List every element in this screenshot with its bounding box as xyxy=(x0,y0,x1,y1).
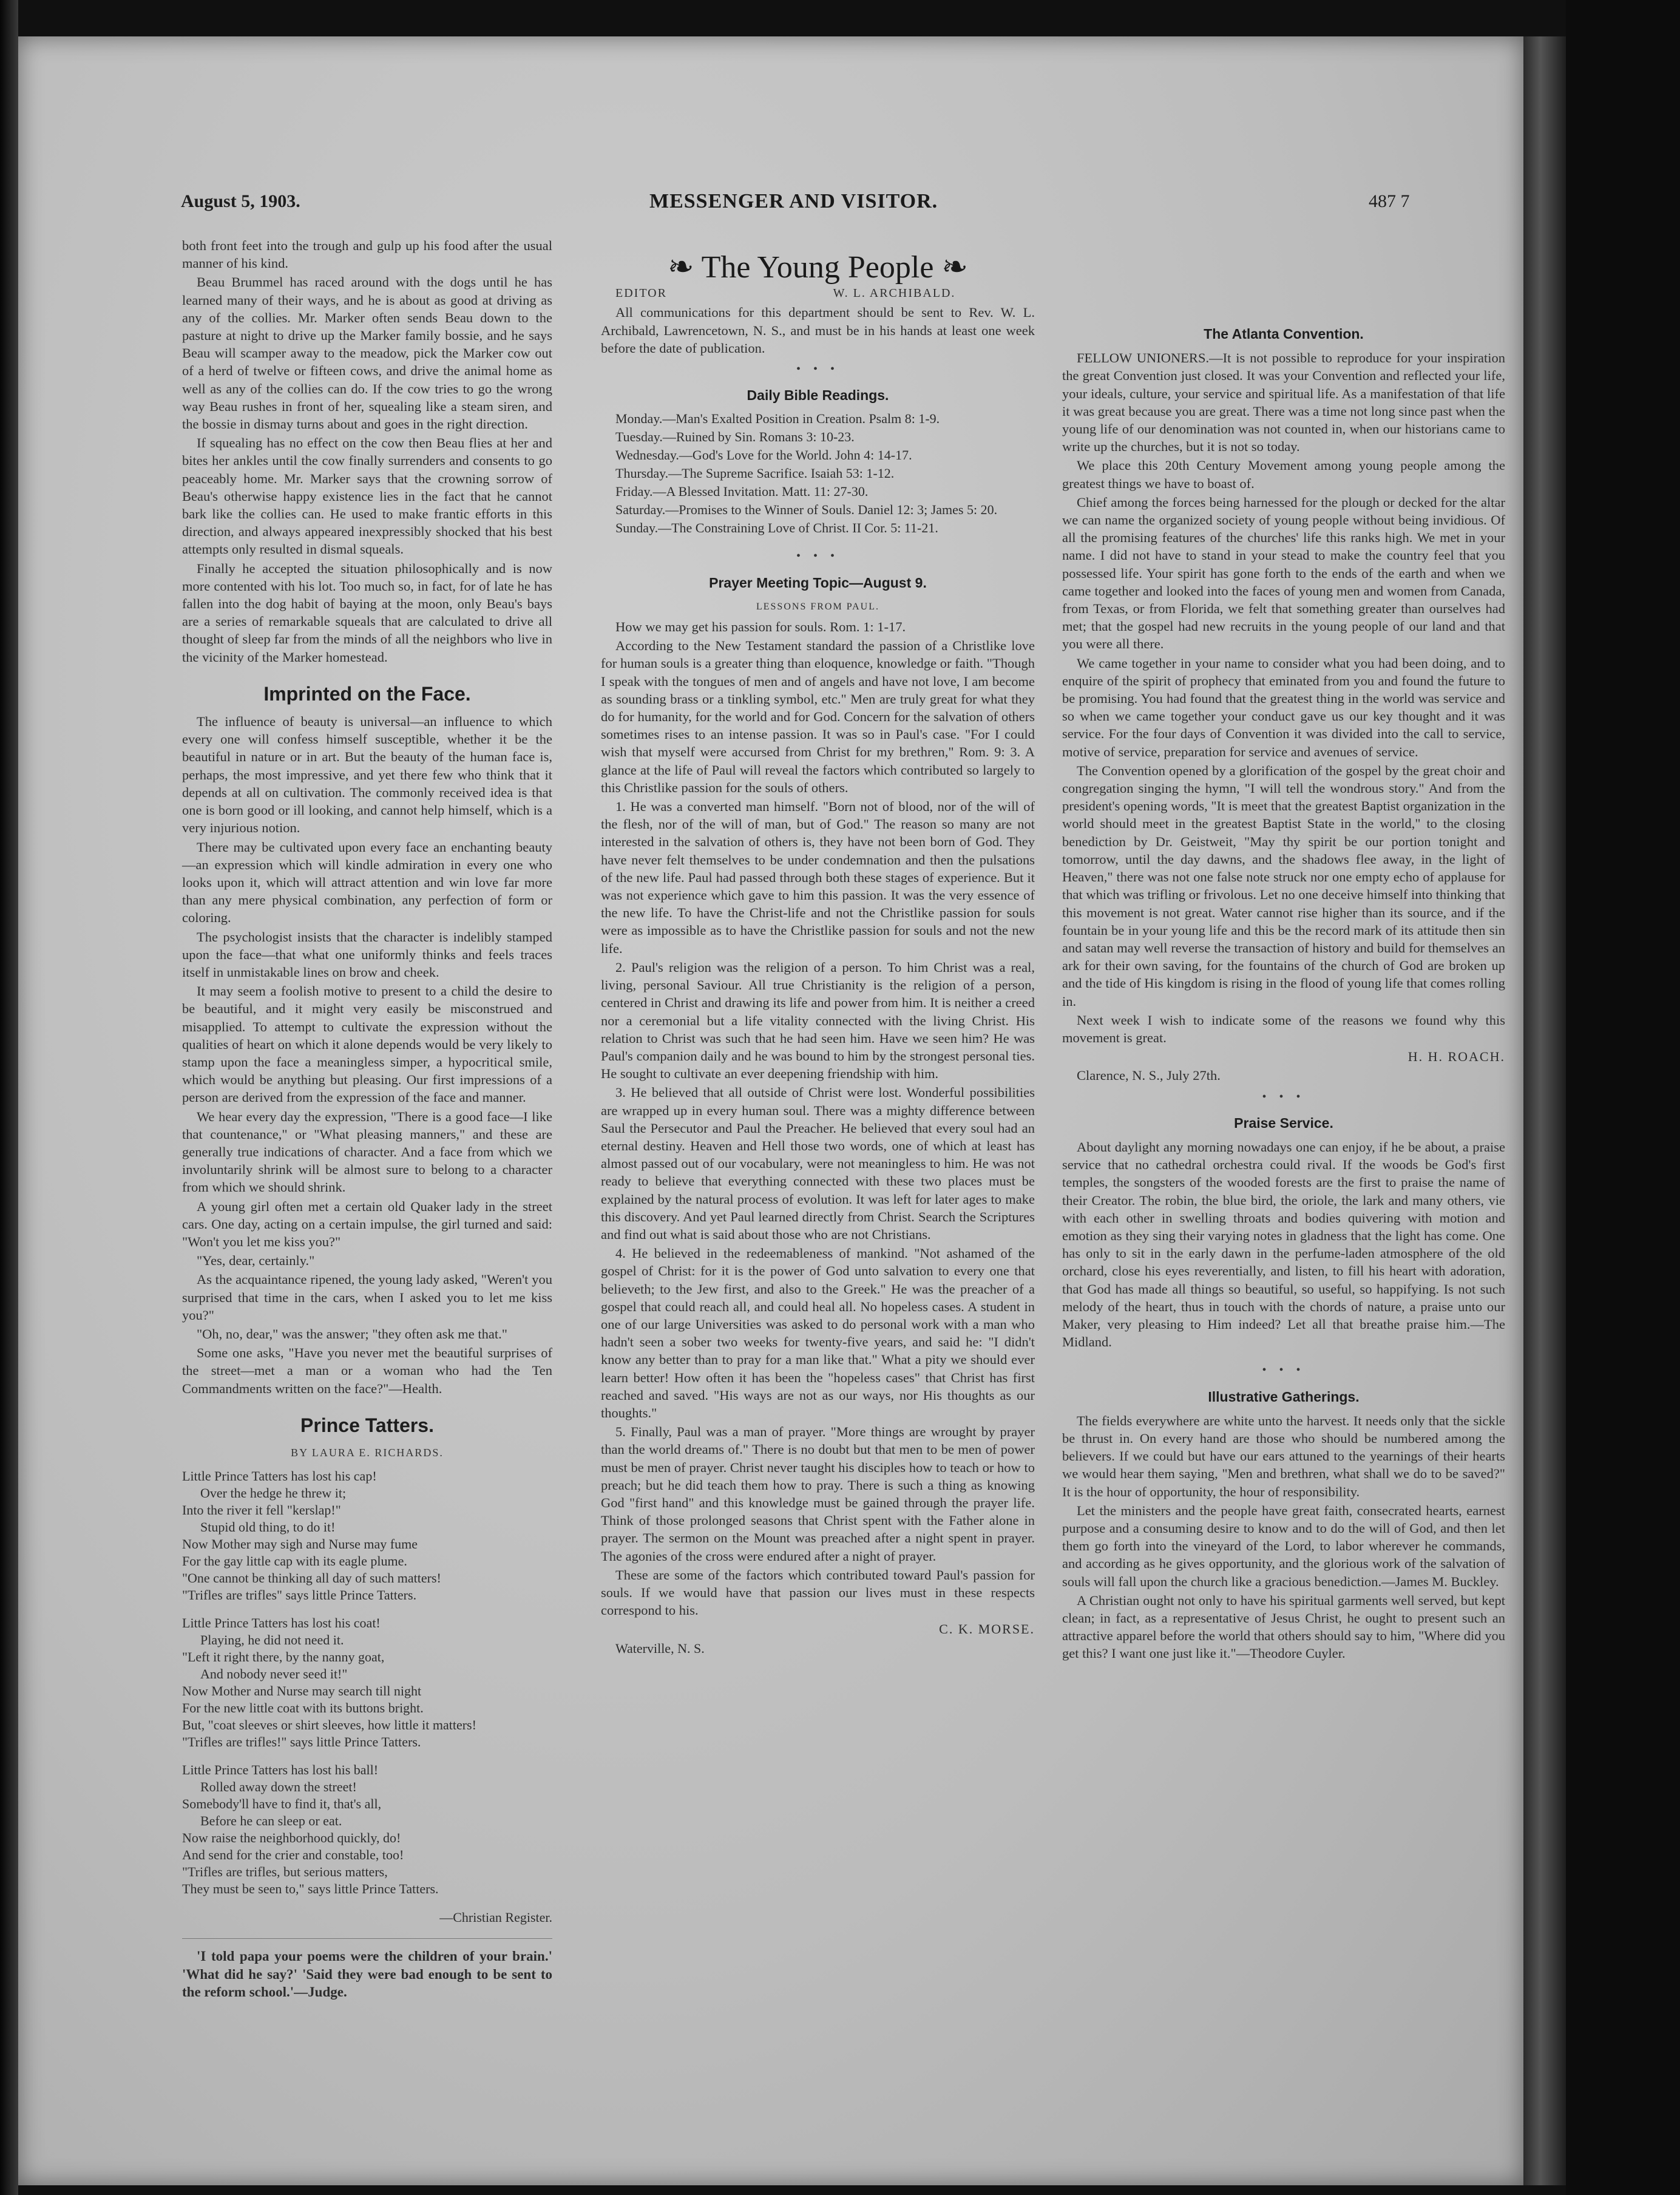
poem-line: "Trifles are trifles!" says little Prince Tatters. xyxy=(182,1734,421,1750)
leaf-ornament-icon: ❧ xyxy=(933,250,968,285)
atlanta-title: The Atlanta Convention. xyxy=(1204,326,1364,342)
prayer-signature: C. K. MORSE. xyxy=(939,1621,1035,1637)
article-paragraph: both front feet into the trough and gulp up his food after the usual manner of his kind. xyxy=(182,238,552,271)
poem-line: Now raise the neighborhood quickly, do! xyxy=(182,1830,401,1846)
poem-line: Into the river it fell "kerslap!" xyxy=(182,1502,341,1518)
article-paragraph: According to the New Testament standard the passion of a Christlike love for human souls is a greater thing than eloquence, knowledge or faith. "Though I speak with the tongues of men and of angels and have not love, I am become as sounding brass or a tinkling symbol, etc." Men are truly great for what they do for humanity, for the world and for God. Concern for the salvation of others sometimes rises to an intense passion. It was so in Paul's case. "For I could wish that myself were accursed from Christ for my brethren," Rom. 9: 3. A glance at the life of Paul will reveal the factors which contributed so largely to this Christlike passion for the souls of others. xyxy=(601,638,1035,795)
article-paragraph: 3. He believed that all outside of Christ were lost. Wonderful possibilities are wrapped up in every human soul. There was a mighty difference between Saul the Persecutor and Paul the Preacher. He believed that every soul had an eternal destiny. Heaven and Hell those two words, one of which at least has almost passed out of our vocabulary, were not meaningless to him. He was not ready to believe that everything connected with these two places must be explained by the natural process of evolution. It was left for later ages to make this discovery. And yet Paul learned directly from Christ. Search the Scriptures and find out what is said about those who are not Christians. xyxy=(601,1085,1035,1242)
article-paragraph: We came together in your name to consider what you had been doing, and to enquire of the spirit of prophecy that eminated from you and found the future to be promising. You had found that the greatest thing in the world was service and so when we came together your conduct gave us our key thought and it was service. For the four days of Convention it was divided into the call to service, motive of service, preparation for service and avenues of service. xyxy=(1062,655,1505,759)
prayer-place: Waterville, N. S. xyxy=(615,1640,705,1656)
poem-line: Rolled away down the street! xyxy=(200,1779,357,1795)
poem-line: Little Prince Tatters has lost his ball! xyxy=(182,1762,379,1778)
poem-line: But, "coat sleeves or shirt sleeves, how little it matters! xyxy=(182,1717,476,1733)
poem-line: And nobody never seed it!" xyxy=(200,1666,348,1682)
joke-paragraph: 'I told papa your poems were the children of your brain.' 'What did he say?' 'Said they were bad enough to be sent to the reform school.'—Judge. xyxy=(182,1949,552,2000)
section-ornament-icon: • • • xyxy=(796,549,839,563)
article-paragraph: Chief among the forces being harnessed for the plough or decked for the altar we can name the organized society of young people without being invidious. Of all the promising features of the churches' life this ranks high. We met in your name. I did not have to stand in your stead to make the country feel that you possessed life. Your spirit has gone forth to the ends of the earth and when we came together and looked into the faces of young men and women from Canada, from Texas, or from Florida, we felt that something greater than ourselves had met; that the gospel had new recruits in the young people of our land and that you were all there. xyxy=(1062,494,1505,652)
article-paragraph: The fields everywhere are white unto the harvest. It needs only that the sickle be thrust in. On every hand are those who should be numbered among the believers. If we could but have our ears attuned to the yearnings of their hearts we would hear them saying, "Men and brethren, what shall we do to be saved?" It is the hour of opportunity, the hour of responsibility. xyxy=(1062,1413,1505,1499)
article-paragraph: If squealing has no effect on the cow then Beau flies at her and bites her ankles until the cow finally surrenders and consents to go peaceably home. Mr. Marker says that the crowning sorrow of Beau's otherwise happy existence lies in the fact that he cannot bark like the collies can. He used to make frantic efforts in this direction, and always appeared inexpressibly shocked that his best attempts only resulted in dismal squeals. xyxy=(182,435,552,557)
article-paragraph: A young girl often met a certain old Quaker lady in the street cars. One day, acting on a certain impulse, the girl turned and said: "Won't you let me kiss you?" xyxy=(182,1198,552,1249)
article-paragraph: We place this 20th Century Movement among young people among the greatest things we have to boast of. xyxy=(1062,458,1505,491)
reading-item: Friday.—A Blessed Invitation. Matt. 11: 27-30. xyxy=(615,484,869,500)
section-ornament-icon: • • • xyxy=(1262,1090,1306,1104)
editor-label: EDITOR xyxy=(615,287,667,300)
article-paragraph: The influence of beauty is universal—an influence to which every one will confess himself susceptible, whether it be the beautiful in nature or in art. But the beauty of the human face is, perhaps, the most impressive, and yet there few who think that it depends at all on cultivation. The commonly received idea is that one is born good or ill looking, and cannot help himself, which is a very injurious notion. xyxy=(182,714,552,836)
editor-name: W. L. ARCHIBALD. xyxy=(833,287,956,300)
article-paragraph: 4. He believed in the redeemableness of mankind. "Not ashamed of the gospel of Christ: for it is the power of God unto salvation to every one that believeth; to the Jew first, and also to the Greek." He was the preacher of a gospel that could reach all, and could heal all. No hopeless cases. A student in one of our large Universities was asked to do personal work with a man who hadn't seen a sober two weeks for twenty-five years, and said he: "I didn't know any better than to pray for a man like that." What a pity we should ever learn better! How often it has been the "hopeless cases" that Christ has first reached and saved. "His ways are not as our ways, nor His thoughts as our thoughts." xyxy=(601,1246,1035,1420)
reading-item: Tuesday.—Ruined by Sin. Romans 3: 10-23. xyxy=(615,429,855,445)
column-middle xyxy=(601,237,1035,1658)
poem-line: Somebody'll have to find it, that's all, xyxy=(182,1796,382,1812)
department-title: ❧ The Young People ❧ xyxy=(667,250,968,285)
poem-line: Little Prince Tatters has lost his coat! xyxy=(182,1615,381,1631)
department-intro: All communications for this department should be sent to Rev. W. L. Archibald, Lawrencetown, N. S., and must be in his hands at least one week before the date of publication. xyxy=(601,305,1035,356)
editor-line xyxy=(601,285,1035,302)
article-paragraph: It may seem a foolish motive to present to a child the desire to be beautiful, and it might very easily be misconstrued and misapplied. To attempt to cultivate the expression without the qualities of heart on which it alone depends would be very likely to stamp upon the face a meaningless simper, a hypocritical smile, which would be anything but pleasing. Our first impressions of a person are derived from the expression of the face and manner. xyxy=(182,983,552,1105)
poem-line: Little Prince Tatters has lost his cap! xyxy=(182,1468,377,1484)
poem-line: "Trifles are trifles, but serious matters, xyxy=(182,1864,388,1880)
poem-byline: BY LAURA E. RICHARDS. xyxy=(291,1447,444,1459)
divider xyxy=(182,1938,552,1939)
page-number: 487 7 xyxy=(1369,191,1410,211)
poem-credit: —Christian Register. xyxy=(439,1910,552,1925)
poem-stanza xyxy=(182,1468,552,1604)
poem-line: And send for the crier and constable, too! xyxy=(182,1847,404,1863)
leaf-ornament-icon: ❧ xyxy=(667,250,702,285)
poem-line: They must be seen to," says little Prince Tatters. xyxy=(182,1881,439,1897)
section-ornament-icon: • • • xyxy=(1262,1363,1306,1377)
poem-line: "Trifles are trifles" says little Prince Tatters. xyxy=(182,1587,417,1603)
poem-stanza xyxy=(182,1762,552,1898)
poem-line: Stupid old thing, to do it! xyxy=(200,1519,336,1535)
readings-title: Daily Bible Readings. xyxy=(747,387,889,404)
praise-title: Praise Service. xyxy=(1234,1114,1333,1131)
article-paragraph: We hear every day the expression, "There is a good face—I like that countenance," or "What pleasing manners," and these are generally true indications of character. And a face from which we involuntarily shrink will be almost sure to belong to a character from which we should shrink. xyxy=(182,1108,552,1195)
section-ornament-icon: • • • xyxy=(796,362,839,376)
article-paragraph: Next week I wish to indicate some of the reasons we found why this movement is great. xyxy=(1062,1012,1505,1045)
article-paragraph: FELLOW UNIONERS.—It is not possible to reproduce for your inspiration the great Convention just closed. It was your Convention and reflected your life, your ideals, culture, your service and spiritual life. As a manifestation of that life it was great because you are great. There was a time not long since past when the young life of our denomination was not counted in, when our historians came to write up the churches, but it is not so today. xyxy=(1062,350,1505,455)
scan-left-edge xyxy=(0,0,18,2195)
article-paragraph: How we may get his passion for souls. Rom. 1: 1-17. xyxy=(615,619,906,635)
article-paragraph: 5. Finally, Paul was a man of prayer. "More things are wrought by prayer than the world dreams of." There is no doubt but that men to be men of power must be men of prayer. Christ never taught his disciples how to teach or how to preach; but he did teach them how to pray. There is such a thing as knowing God "first hand" and this knowledge must be gained through the prayer life. Think of those prolonged seasons that Christ spent with the Father alone in prayer. The sermon on the Mount was preached after a night spent in prayer. The agonies of the cross were endured after a night of prayer. xyxy=(601,1424,1035,1564)
column-right xyxy=(1062,237,1505,1664)
scan-binding-edge xyxy=(1523,36,1566,2185)
article-paragraph: Beau Brummel has raced around with the dogs until he has learned many of their ways, and he is about as good at driving as any of the collies. Mr. Marker often sends Beau down to the pasture at night to drive up the Marker family bossie, and he says Beau will scamper away to the meadow, pick the Marker cow out of a herd of twelve or fifteen cows, and drive the animal home as well as any of the collies can do. If the cow tries to go the wrong way Beau rushes in front of her, squealing like a steam siren, and the bossie in dismay turns about and goes in the right direction. xyxy=(182,274,552,432)
reading-item: Wednesday.—God's Love for the World. John 4: 14-17. xyxy=(615,447,912,463)
prayer-topic-subtitle: LESSONS FROM PAUL. xyxy=(756,601,879,612)
article-paragraph: Let the ministers and the people have great faith, consecrated hearts, earnest purpose and a consuming desire to know and to do the will of God, and then let them go forth into the vineyard of the Lord, to labor wherever he commands, and according as he gives opportunity, and the glorious work of the salvation of souls will fall upon the church like a gracious benediction.—James M. Buckley. xyxy=(1062,1502,1505,1589)
newspaper-title: MESSENGER AND VISITOR. xyxy=(649,190,938,212)
masthead xyxy=(18,191,1523,228)
poem-line: Now Mother may sigh and Nurse may fume xyxy=(182,1536,418,1552)
poem-line: Over the hedge he threw it; xyxy=(200,1485,347,1501)
article-paragraph: A Christian ought not only to have his spiritual garments well served, but kept clean; in fact, as a representative of Jesus Christ, he ought to present such an attractive apparel before the world that others should say to him, "Where did you get this? I want one just like it."—Theodore Cuyler. xyxy=(1062,1592,1505,1661)
article-paragraph: 2. Paul's religion was the religion of a person. To him Christ was a real, living, personal Saviour. All true Christianity is the religion of a person, centered in Christ and drawing its life and power from him. It is neither a creed nor a ceremonial but a life vitality connected with the living Christ. His relation to Christ was such that he had seen him. Have we seen him? He was Paul's companion daily and he was bound to him by the strongest personal ties. He sought to cultivate an ever deepening friendship with him. xyxy=(601,959,1035,1082)
article-paragraph: Some one asks, "Have you never met the beautiful surprises of the street—met a man or a woman who had the Ten Commandments written on the face?"—Health. xyxy=(182,1345,552,1396)
poem-line: Playing, he did not need it. xyxy=(200,1632,344,1648)
illustrative-title: Illustrative Gatherings. xyxy=(1208,1388,1360,1405)
article-paragraph: "Oh, no, dear," was the answer; "they often ask me that." xyxy=(197,1326,507,1342)
reading-item: Saturday.—Promises to the Winner of Souls. Daniel 12: 3; James 5: 20. xyxy=(615,502,998,518)
article-paragraph: As the acquaintance ripened, the young lady asked, "Weren't you surprised that time in the cars, when I asked you to let me kiss you?" xyxy=(182,1272,552,1323)
article-paragraph: Finally he accepted the situation philosophically and is now more contented with his lot. Too much so, in fact, for of late he has fallen into the dog habit of baying at the moon, only Beau's bays are a series of remarkable squeals that are calculated to drive all thought of sleep far from the minds of all the neighbors who live in the vicinity of the Marker homestead. xyxy=(182,560,552,665)
atlanta-place: Clarence, N. S., July 27th. xyxy=(1077,1068,1221,1084)
poem-line: Before he can sleep or eat. xyxy=(200,1813,342,1829)
article-paragraph: 1. He was a converted man himself. "Born not of blood, nor of the will of the flesh, nor of the will of man, but of God." The reason so many are not interested in the salvation of others is, they have not been born of God. They have never felt themselves to be under condemnation and then the pulsations of the new life. Paul had passed through both these stages of experience. But it was not experience which gave to him this passion. It was the very essence of the new life. To have the Christ-life and not the Christlike passion for souls were as impossible as to have the Christlike passion for souls and not the new life. xyxy=(601,799,1035,956)
poem-stanza xyxy=(182,1615,552,1751)
article-paragraph: The psychologist insists that the character is indelibly stamped upon the face—that what one uniformly thinks and feels traces itself in unmistakable lines on brow and cheek. xyxy=(182,929,552,980)
article-paragraph: There may be cultivated upon every face an enchanting beauty—an expression which will kindle admiration in every one who looks upon it, which will attract attention and win love far more than any mere physical combination, any perfection of form or coloring. xyxy=(182,839,552,926)
article-paragraph: The Convention opened by a glorification of the gospel by the great choir and congregation singing the hymn, "I will tell the wondrous story." And from the president's opening words, "It is meet that the greatest Baptist organization in the world should meet in the greatest Baptist State in the world," to the closing benediction by Dr. Geistweit, "May thy spirit be our portion tonight and tomorrow, until the day dawns, and the shadows flee away, in the light of Heaven," there was not one false note struck nor one empty echo of applause for that which was trifling or frivolous. Let no one deceive himself into thinking that this movement is not great. Water cannot rise higher than its source, and if the fountain be in your young life and this be the record mark of its attitude then sin and satan may well reverse the transaction of history and build for themselves an ark for their own saving, for the fountains of the church of God are broken up and the tide of His kingdom is rising in the flood of young life that comes rolling in. xyxy=(1062,762,1505,1009)
poem-line: For the new little coat with its buttons bright. xyxy=(182,1700,424,1716)
reading-item: Monday.—Man's Exalted Position in Creation. Psalm 8: 1-9. xyxy=(615,411,940,427)
poem-title: Prince Tatters. xyxy=(300,1414,434,1436)
scan-dark-margin xyxy=(1566,0,1680,2195)
prayer-topic-title: Prayer Meeting Topic—August 9. xyxy=(709,574,927,591)
poem-line: "One cannot be thinking all day of such matters! xyxy=(182,1570,441,1586)
poem-line: "Left it right there, by the nanny goat, xyxy=(182,1649,385,1665)
reading-item: Sunday.—The Constraining Love of Christ. II Cor. 5: 11-21. xyxy=(615,520,938,536)
newspaper-page xyxy=(18,36,1523,2185)
poem-line: For the gay little cap with its eagle plume. xyxy=(182,1553,407,1569)
article-paragraph: These are some of the factors which contributed toward Paul's passion for souls. If we would have that passion our lives must in these respects correspond to his. xyxy=(601,1567,1035,1618)
article-paragraph: "Yes, dear, certainly." xyxy=(197,1253,315,1269)
article-title-face: Imprinted on the Face. xyxy=(263,682,471,705)
poem-line: Now Mother and Nurse may search till night xyxy=(182,1683,422,1699)
atlanta-signature: H. H. ROACH. xyxy=(1407,1049,1505,1065)
article-paragraph: About daylight any morning nowadays one can enjoy, if he be about, a praise service that no cathedral orchestra could rival. If the woods be God's first temples, the songsters of the wooded forests are the first to praise the name of their Creator. The robin, the blue bird, the oriole, the lark and many others, vie with each other in swelling throats and bodies quivering with motion and emotion as they sing their varying notes in gladness that the light has come. One has only to sit in the early dawn in the perfume-laden atmosphere of the old orchard, close his eyes reverentially, and listen, to fill his heart with adoration, that God has made all things so beautiful, so useful, so happifying. Is not such melody of the heart, thus in touch with the chords of nature, a praise unto our Maker, very pleasing to Him indeed? Let all that breathe praise him.—The Midland. xyxy=(1062,1139,1505,1350)
reading-item: Thursday.—The Supreme Sacrifice. Isaiah 53: 1-12. xyxy=(615,466,895,481)
issue-date: August 5, 1903. xyxy=(181,191,300,211)
column-left xyxy=(182,237,552,2002)
